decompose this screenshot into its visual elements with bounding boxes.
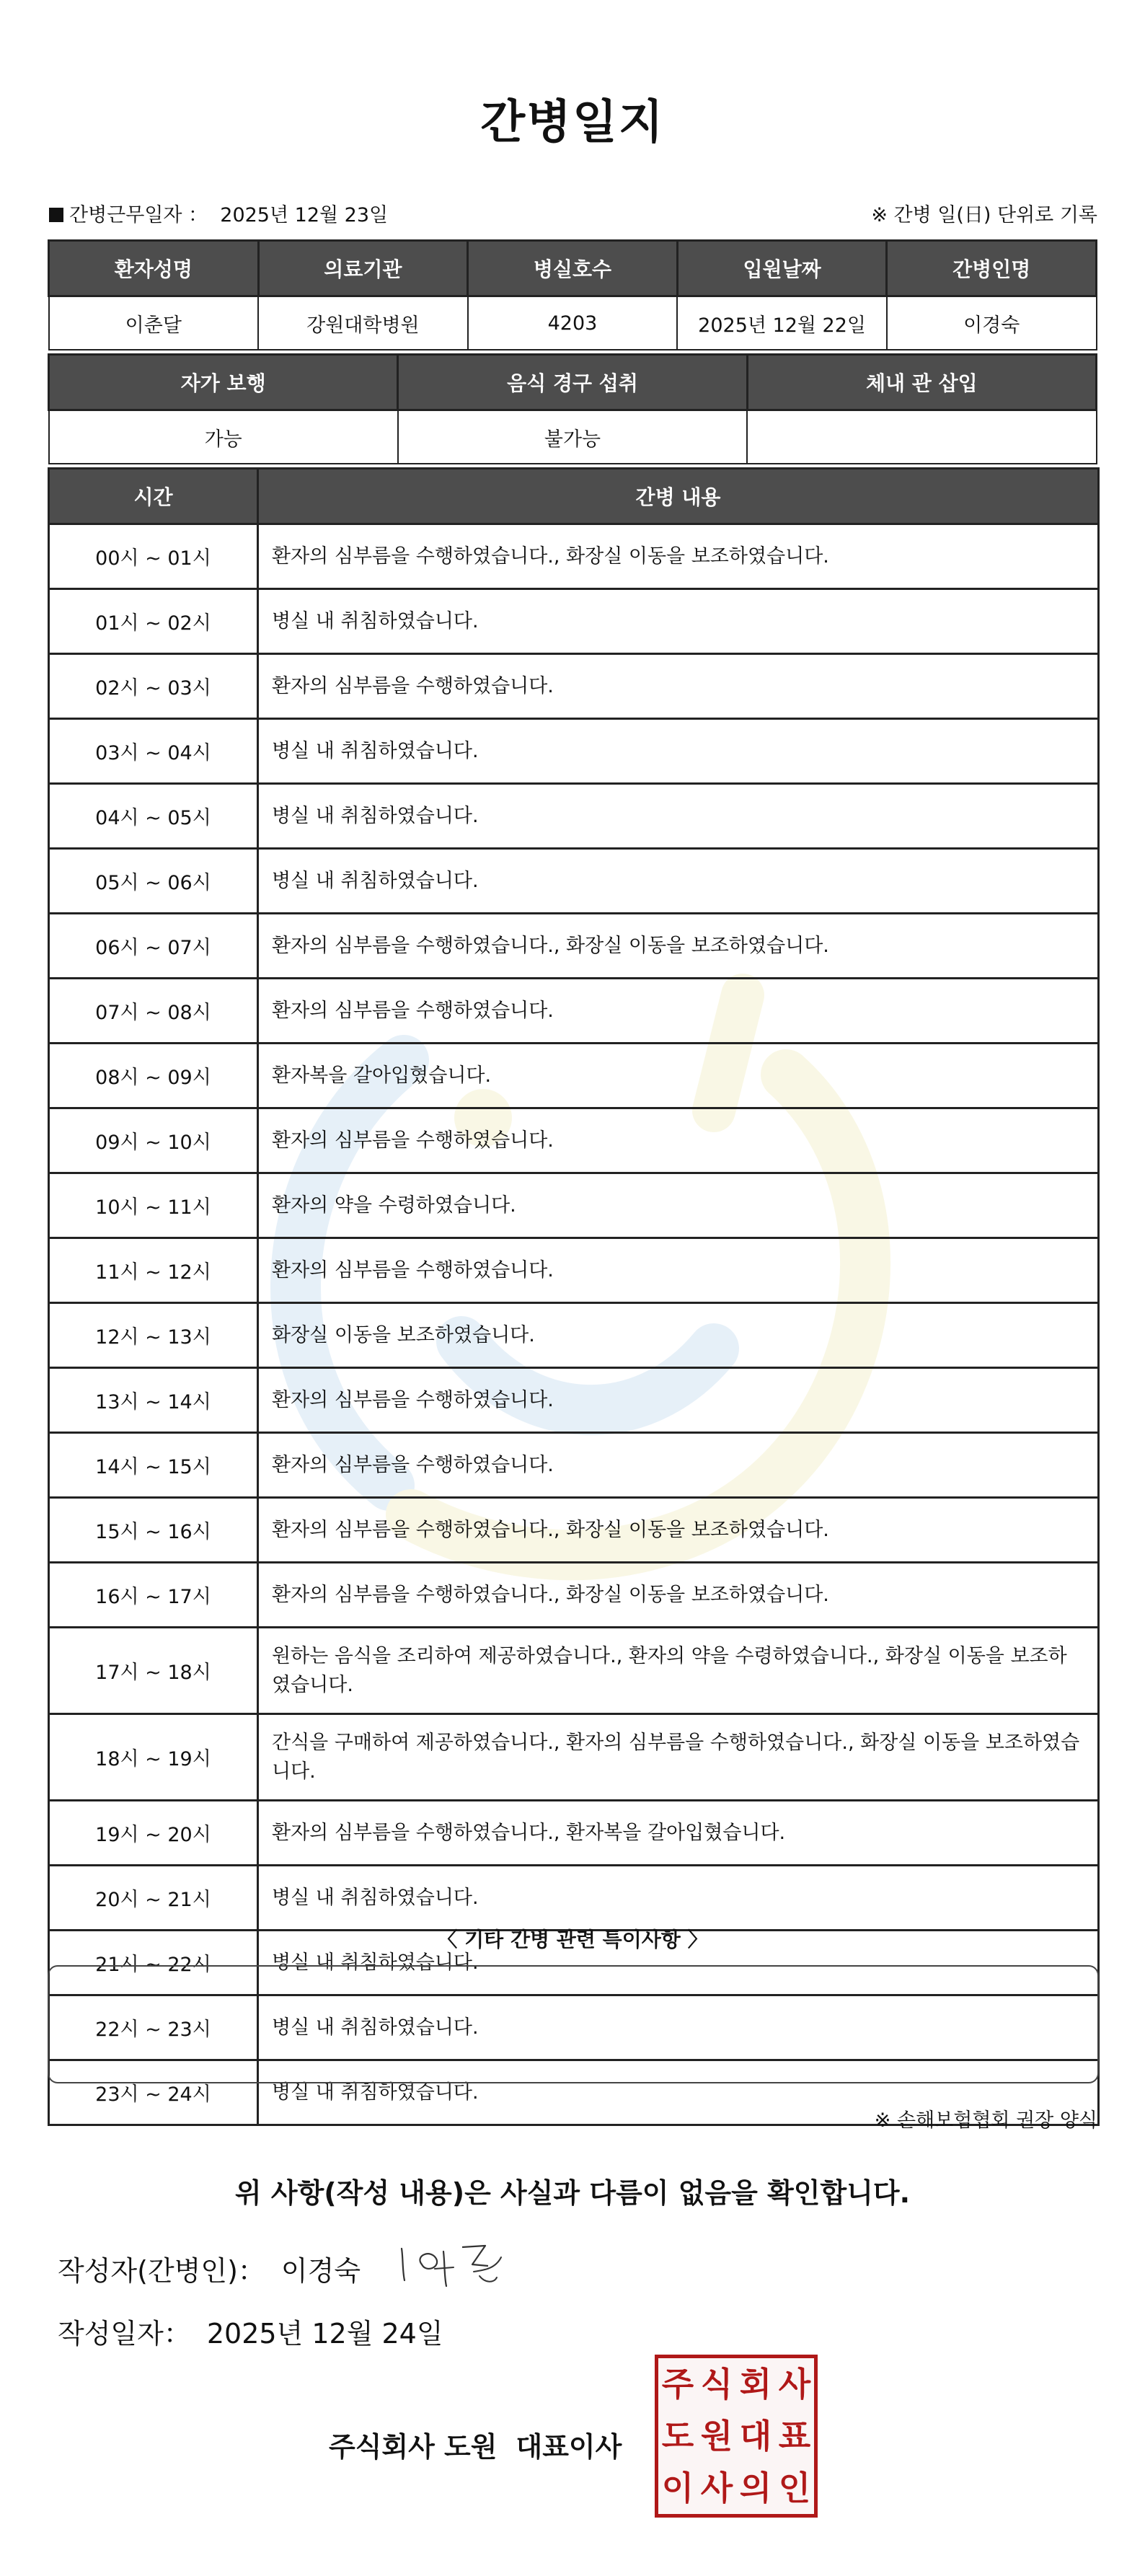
log-content: 원하는 음식을 조리하여 제공하였습니다., 환자의 약을 수령하였습니다., 화장실 이동을 보조하였습니다.: [258, 1628, 1099, 1714]
header-caregiver-name: 간병인명: [887, 241, 1097, 296]
patient-info-table: [48, 239, 1097, 350]
hospital-name: 강원대학병원: [258, 296, 468, 350]
patient-header-row: [49, 241, 1097, 296]
log-row: [49, 589, 1099, 654]
log-row: [49, 1801, 1099, 1866]
log-content: 환자의 심부름을 수행하였습니다.: [258, 1433, 1099, 1498]
log-time: 05시 ~ 06시: [49, 849, 258, 914]
document-title: 간병일지: [480, 96, 665, 149]
log-time: 09시 ~ 10시: [49, 1108, 258, 1173]
log-content: 환자의 심부름을 수행하였습니다.: [258, 1238, 1099, 1303]
header-patient-name: 환자성명: [49, 241, 259, 296]
writer-label: 작성자(간병인)：: [58, 2255, 265, 2287]
log-row: [49, 719, 1099, 784]
log-content: 병실 내 취침하였습니다.: [258, 2060, 1099, 2125]
log-row: [49, 1563, 1099, 1628]
log-content: 환자의 심부름을 수행하였습니다., 환자복을 갈아입혔습니다.: [258, 1801, 1099, 1866]
log-content: 병실 내 취침하였습니다.: [258, 589, 1099, 654]
log-row: [49, 1433, 1099, 1498]
tube-insertion-value: [747, 410, 1096, 464]
header-hospital: 의료기관: [258, 241, 468, 296]
log-time: 18시 ~ 19시: [49, 1714, 258, 1801]
header-tube-insertion: 체내 관 삽입: [747, 355, 1096, 410]
company-seal-stamp: [655, 2355, 818, 2518]
log-content: 병실 내 취침하였습니다.: [258, 849, 1099, 914]
care-log-table: [48, 467, 1100, 2126]
log-row: [49, 1044, 1099, 1108]
log-time: 21시 ~ 22시: [49, 1931, 258, 1995]
log-time: 07시 ~ 08시: [49, 979, 258, 1044]
log-row: [49, 849, 1099, 914]
log-content: 환자복을 갈아입혔습니다.: [258, 1044, 1099, 1108]
log-content: 환자의 심부름을 수행하였습니다.: [258, 979, 1099, 1044]
remarks-box: [48, 1965, 1099, 2083]
square-bullet-icon: [49, 208, 63, 222]
handwritten-signature-icon: [393, 2236, 516, 2293]
log-time: 04시 ~ 05시: [49, 784, 258, 849]
status-value-row: [49, 410, 1097, 464]
confirmation-statement: 위 사항(작성 내용)은 사실과 다름이 없음을 확인합니다.: [234, 2177, 911, 2209]
work-date-label: 간병근무일자: [69, 204, 182, 226]
header-care-content: 간병 내용: [258, 469, 1099, 524]
log-time: 06시 ~ 07시: [49, 914, 258, 979]
log-body: [49, 524, 1099, 2125]
header-time: 시간: [49, 469, 258, 524]
seal-text: [658, 2358, 814, 2514]
seal-character: 사: [778, 2365, 811, 2404]
seal-character: 도: [661, 2417, 694, 2456]
seal-character: 주: [661, 2365, 694, 2404]
log-time: 13시 ~ 14시: [49, 1368, 258, 1433]
seal-character: 인: [778, 2469, 811, 2507]
log-time: 10시 ~ 11시: [49, 1173, 258, 1238]
status-header-row: [49, 355, 1097, 410]
log-time: 22시 ~ 23시: [49, 1995, 258, 2060]
log-content: 환자의 심부름을 수행하였습니다., 화장실 이동을 보조하였습니다.: [258, 524, 1099, 589]
log-content: 환자의 심부름을 수행하였습니다.: [258, 654, 1099, 719]
log-row: [49, 979, 1099, 1044]
patient-name: 이춘달: [49, 296, 259, 350]
log-time: 17시 ~ 18시: [49, 1628, 258, 1714]
log-row: [49, 1866, 1099, 1931]
patient-status-table: [48, 353, 1097, 464]
log-header-row: [49, 469, 1099, 524]
log-row: [49, 914, 1099, 979]
log-content: 환자의 심부름을 수행하였습니다., 화장실 이동을 보조하였습니다.: [258, 1498, 1099, 1563]
oral-intake-value: 불가능: [398, 410, 747, 464]
log-time: 23시 ~ 24시: [49, 2060, 258, 2125]
log-time: 14시 ~ 15시: [49, 1433, 258, 1498]
log-content: 환자의 심부름을 수행하였습니다., 화장실 이동을 보조하였습니다.: [258, 914, 1099, 979]
writer-line: [58, 2249, 361, 2288]
header-room-number: 병실호수: [468, 241, 678, 296]
log-content: 환자의 심부름을 수행하였습니다., 화장실 이동을 보조하였습니다.: [258, 1563, 1099, 1628]
seal-character: 의: [739, 2469, 772, 2507]
log-content: 병실 내 취침하였습니다.: [258, 1866, 1099, 1931]
seal-character: 원: [700, 2417, 733, 2456]
log-row: [49, 1714, 1099, 1801]
log-content: 화장실 이동을 보조하였습니다.: [258, 1303, 1099, 1368]
seal-character: 대: [739, 2417, 772, 2456]
log-row: [49, 1173, 1099, 1238]
log-time: 15시 ~ 16시: [49, 1498, 258, 1563]
written-date-value: 2025년 12월 24일: [206, 2318, 443, 2350]
log-row: [49, 524, 1099, 589]
room-number: 4203: [468, 296, 678, 350]
log-content: 병실 내 취침하였습니다.: [258, 719, 1099, 784]
seal-character: 식: [700, 2365, 733, 2404]
seal-character: 이: [661, 2469, 694, 2507]
log-row: [49, 1108, 1099, 1173]
log-time: 19시 ~ 20시: [49, 1801, 258, 1866]
log-row: [49, 1368, 1099, 1433]
company-line: [329, 2425, 622, 2464]
log-row: [49, 784, 1099, 849]
seal-character: 사: [700, 2469, 733, 2507]
log-content: 환자의 약을 수령하였습니다.: [258, 1173, 1099, 1238]
log-content: 환자의 심부름을 수행하였습니다.: [258, 1108, 1099, 1173]
caregiver-name: 이경숙: [887, 296, 1097, 350]
log-time: 12시 ~ 13시: [49, 1303, 258, 1368]
log-row: [49, 654, 1099, 719]
work-date-value: 2025년 12월 23일: [220, 204, 389, 226]
log-content: 간식을 구매하여 제공하였습니다., 환자의 심부름을 수행하였습니다., 화장실 이동을 보조하였습니다.: [258, 1714, 1099, 1801]
log-time: 01시 ~ 02시: [49, 589, 258, 654]
admission-date: 2025년 12월 22일: [677, 296, 887, 350]
log-time: 16시 ~ 17시: [49, 1563, 258, 1628]
work-date-separator: ：: [188, 204, 208, 226]
written-date-line: [58, 2311, 443, 2351]
written-date-label: 작성일자：: [58, 2318, 191, 2350]
log-time: 11시 ~ 12시: [49, 1238, 258, 1303]
seal-character: 회: [739, 2365, 772, 2404]
log-row: [49, 1303, 1099, 1368]
log-content: 환자의 심부름을 수행하였습니다.: [258, 1368, 1099, 1433]
log-time: 02시 ~ 03시: [49, 654, 258, 719]
header-admission-date: 입원날짜: [677, 241, 887, 296]
log-row: [49, 1238, 1099, 1303]
log-content: 병실 내 취침하였습니다.: [258, 1931, 1099, 1995]
patient-value-row: [49, 296, 1097, 350]
company-representative: 대표이사: [516, 2431, 622, 2463]
log-row: [49, 1628, 1099, 1714]
self-walking-value: 가능: [49, 410, 398, 464]
log-time: 20시 ~ 21시: [49, 1866, 258, 1931]
company-name: 주식회사 도원: [329, 2431, 498, 2463]
log-content: 병실 내 취침하였습니다.: [258, 1995, 1099, 2060]
work-date-line: [49, 199, 388, 227]
log-time: 08시 ~ 09시: [49, 1044, 258, 1108]
log-row: [49, 1498, 1099, 1563]
header-self-walking: 자가 보행: [49, 355, 398, 410]
kfs-recommended-note: ※ 손해보험협회 권장 양식: [874, 2109, 1097, 2132]
writer-name: 이경숙: [280, 2255, 361, 2287]
seal-character: 표: [778, 2417, 811, 2456]
record-note: ※ 간병 일(日) 단위로 기록: [871, 204, 1097, 226]
log-time: 03시 ~ 04시: [49, 719, 258, 784]
remarks-title: 〈 기타 간병 관련 특이사항 〉: [437, 1928, 708, 1951]
log-time: 00시 ~ 01시: [49, 524, 258, 589]
header-oral-intake: 음식 경구 섭취: [398, 355, 747, 410]
log-content: 병실 내 취침하였습니다.: [258, 784, 1099, 849]
